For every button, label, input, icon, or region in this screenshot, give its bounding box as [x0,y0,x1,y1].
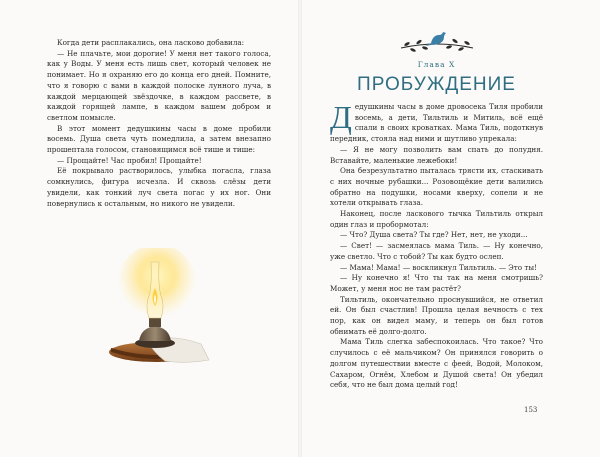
right-paragraph: — Я не могу позволить вам спать до полудня. Вставайте, маленькие лежебоки! [330,144,543,165]
opening-paragraph-text: едушкины часы в доме дровосека Тиля пробили восемь, а дети, Тильтиль и Митиль, всё ещё спали в своих кроватках. Мама Тиль, подоткнув передник, стояла над ними и шутливо упрекала: [330,102,543,144]
right-paragraph: — Ну конечно я! Что ты так на меня смотришь? Может, у меня нос не там растёт? [330,273,543,293]
bird-on-branch-icon [397,26,477,56]
left-paragraph: В этот момент дедушкины часы в доме пробили восемь. Душа света чуть помедлила, а затем внезапно прошептала голосом, становящимся всё тише и тише: [47,123,271,155]
oil-lamp-illustration [105,248,215,368]
left-paragraph: — Не плачьте, мои дорогие! У меня нет такого голоса, как у Воды. У меня есть лишь свет, который человек не понимает. Но я охраняю его до конца его дней. Помните, что я говорю с вами в каждой полоске лунного луча, в каждой мерцающей звёздочке, в каждом рассвете, в каждой горящей лампе, в каждом вашем добром и светлом помысле. [47,48,271,122]
left-page [0,0,298,457]
right-paragraph: Тильтиль, окончательно проснувшийся, не ответил ей. Он был счастлив! Прошла целая вечность с тех пор, как он видел маму, и теперь он был готов обнимать её долго-долго. [330,294,543,336]
left-paragraph: Её покрывало растворилось, улыбка погасла, глаза сомкнулись, фигура исчезла. И сквозь слёзы дети увидели, как тонкий луч света погас у их ног. Они повернулись к остальным, но никого не увидели. [47,166,271,208]
chapter-label: Глава X [417,60,456,69]
right-paragraph: Она безрезультатно пыталась трясти их, стаскивать с них ночные рубашки... Розовощёкие дети валились обратно на подушки, носами кверху, сопели и не хотели открывать глаза. [330,166,543,208]
right-paragraph: — Свет! — засмеялась мама Тиль. — Ну конечно, уже светло. Что с тобой? Ты как будто ослеп. [330,241,543,261]
chapter-title: ПРОБУЖДЕНИЕ [357,74,516,95]
right-paragraph: Мама Тиль слегка забеспокоилась. Что такое? Что случилось с её мальчиком? Он принялся говорить о долгом путешествии вместе с феей, Водой, Молоком, Сахаром, Огнём, Хлебом и Душой света! Он убедил себя, что не был дома целый год! [330,337,543,390]
left-page-text [47,38,271,209]
right-paragraph: — Что? Душа света? Ты где? Нет, нет, не уходи... [340,230,528,240]
left-paragraph: — Прощайте! Час пробил! Прощайте! [57,155,202,165]
right-paragraph: — Мама! Мама! — воскликнул Тильтиль. — Это ты! [340,262,537,272]
left-paragraph: Когда дети расплакались, она ласково добавила: [57,38,245,47]
right-paragraph: Наконец, после ласкового тычка Тильтиль открыл один глаз и пробормотал: [330,209,543,229]
right-page-text [330,99,543,391]
drop-cap-letter: Д [330,99,352,135]
opening-paragraph [330,99,543,145]
page-number: 153 [524,406,538,414]
